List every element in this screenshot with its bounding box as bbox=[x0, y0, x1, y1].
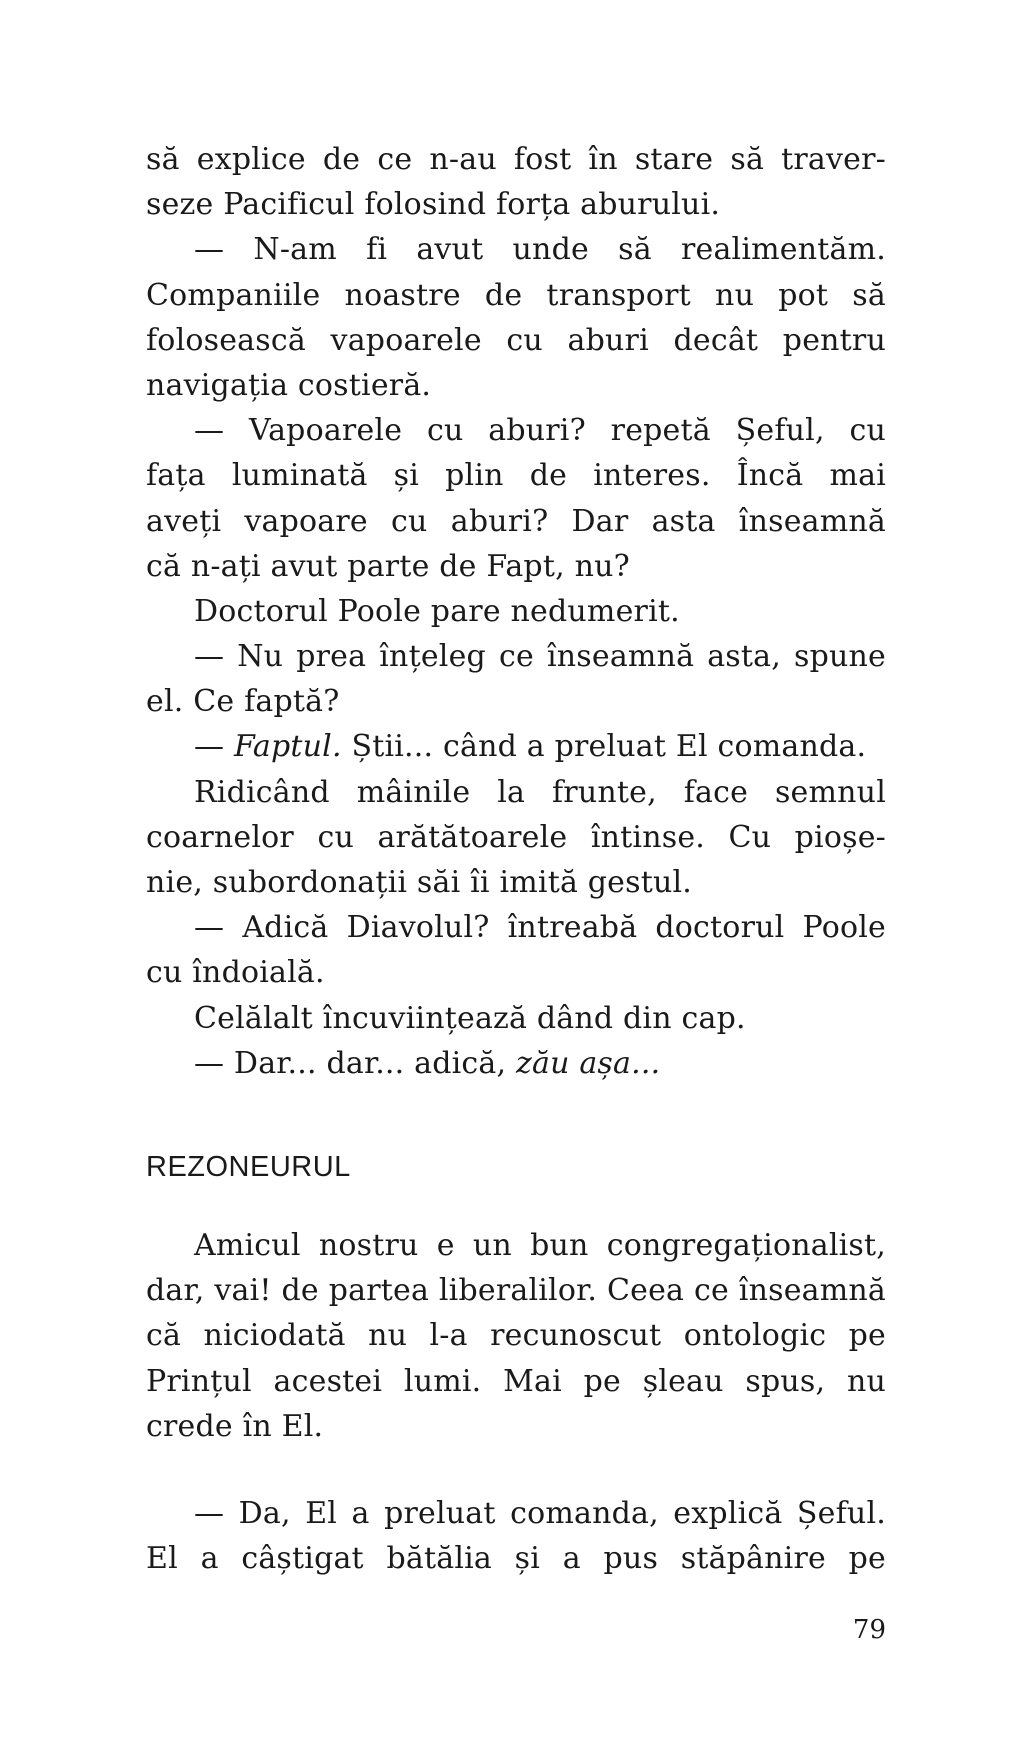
text-line: fața luminată și plin de interes. Încă mai bbox=[146, 458, 886, 494]
text-line: seze Pacificul folosind forța aburului. bbox=[146, 187, 721, 223]
text-line: Prințul acestei lumi. Mai pe șleau spus, nu bbox=[146, 1363, 886, 1399]
text-fragment: — Dar... dar... adică, bbox=[194, 1045, 516, 1081]
text-line: aveți vapoare cu aburi? Dar asta înseamnă bbox=[146, 503, 886, 539]
text-line: Celălalt încuviințează dând din cap. bbox=[194, 1000, 746, 1036]
text-line: — N-am fi avut unde să realimentăm. bbox=[194, 232, 886, 268]
text-line bbox=[146, 1041, 886, 1086]
text-line: Ridicând mâinile la frunte, face semnul bbox=[194, 774, 886, 810]
italic-emphasis: Faptul. bbox=[233, 729, 342, 765]
text-fragment: Știi... când a preluat El comanda. bbox=[341, 729, 867, 765]
text-line: el. Ce faptă? bbox=[146, 684, 340, 720]
section-paragraph bbox=[146, 1223, 886, 1449]
page-number: 79 bbox=[852, 1615, 886, 1645]
text-line: — Adică Diavolul? întreabă doctorul Poole bbox=[194, 910, 886, 946]
text-line: că niciodată nu l-a recunoscut ontologic pe bbox=[146, 1318, 886, 1354]
text-line: că n-ați avut parte de Fapt, nu? bbox=[146, 548, 630, 584]
text-fragment: — bbox=[194, 729, 234, 765]
text-line: — Nu prea înțeleg ce înseamnă asta, spune bbox=[194, 639, 886, 675]
text-line: Doctorul Poole pare nedumerit. bbox=[194, 593, 680, 629]
text-line: dar, vai! de partea liberalilor. Ceea ce înseamnă bbox=[146, 1273, 886, 1309]
text-line: să explice de ce n-au fost în stare să traver- bbox=[146, 142, 886, 177]
text-line: Companiile noastre de transport nu pot să bbox=[146, 277, 886, 313]
section-heading: REZONEURUL bbox=[146, 1151, 351, 1183]
dialogue-passage bbox=[146, 137, 886, 1086]
text-line: — Vapoarele cu aburi? repetă Șeful, cu bbox=[194, 413, 886, 449]
text-line: navigația costieră. bbox=[146, 367, 432, 403]
text-line: coarnelor cu arătătoarele întinse. Cu pioșe- bbox=[146, 819, 886, 855]
italic-emphasis: zău așa... bbox=[516, 1045, 661, 1081]
text-line: — Da, El a preluat comanda, explică Șeful. bbox=[194, 1496, 886, 1531]
text-line: El a câștigat bătălia și a pus stăpânire pe bbox=[146, 1541, 886, 1577]
text-line: folosească vapoarele cu aburi decât pentru bbox=[146, 322, 886, 358]
text-line bbox=[146, 724, 886, 769]
dialogue-passage-continued bbox=[146, 1491, 886, 1581]
text-line: nie, subordonații săi îi imită gestul. bbox=[146, 865, 693, 900]
text-line: cu îndoială. bbox=[146, 955, 325, 991]
text-line: Amicul nostru e un bun congregaționalist, bbox=[194, 1228, 886, 1263]
text-line: crede în El. bbox=[146, 1408, 324, 1444]
